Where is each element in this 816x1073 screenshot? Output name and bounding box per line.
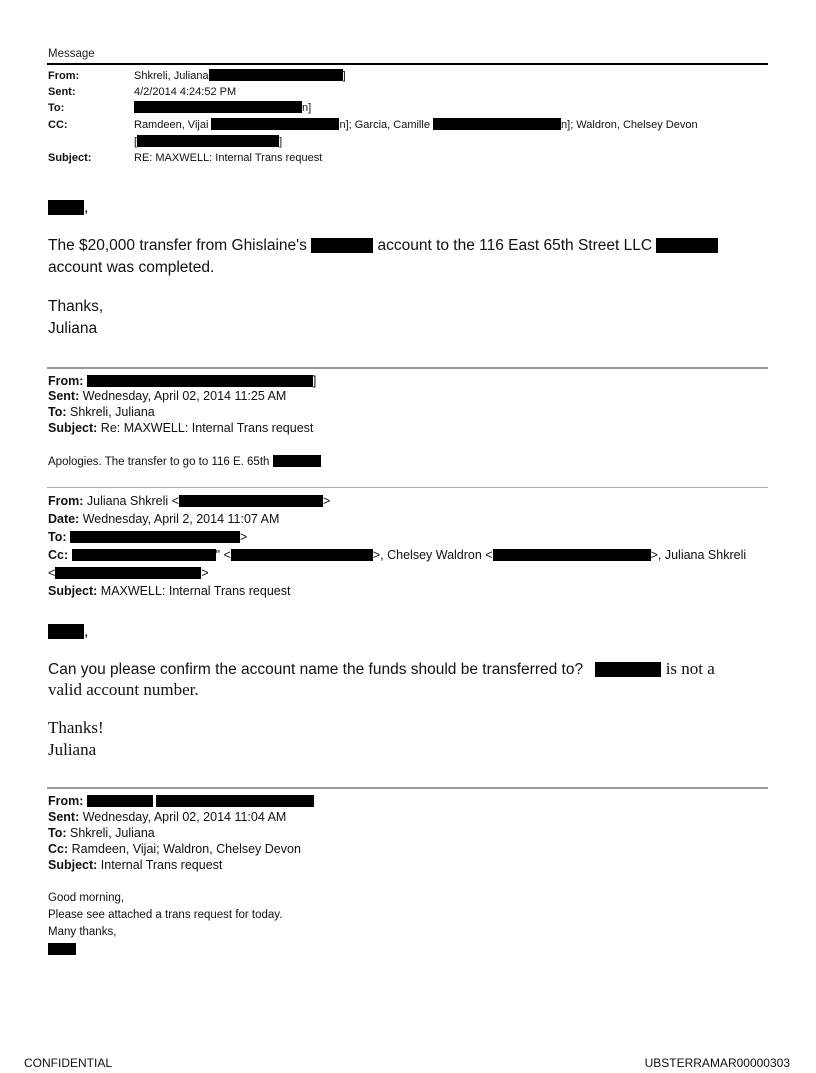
- quote2-cc-row-2: < >: [48, 566, 209, 580]
- subject-label: Subject:: [48, 152, 92, 164]
- redaction: [134, 101, 302, 113]
- reply-greeting: ,: [48, 198, 88, 218]
- reply-signature: Juliana: [48, 320, 98, 337]
- redaction: [231, 549, 373, 561]
- redaction: [48, 943, 76, 955]
- footer-bates-number: UBSTERRAMAR00000303: [644, 1056, 790, 1070]
- quote2-line-2: valid account number.: [48, 680, 199, 699]
- cc-value-3: n]; Waldron, Chelsey Devon: [561, 119, 698, 131]
- cc-value-1: Ramdeen, Vijai: [134, 119, 209, 131]
- from-value: Shkreli, Juliana: [134, 70, 209, 82]
- redaction: [209, 69, 343, 81]
- redaction: [137, 135, 279, 147]
- quote3-body-2: Please see attached a trans request for today.: [48, 909, 283, 921]
- quote1-sent-row: Sent: Wednesday, April 02, 2014 11:25 AM: [48, 389, 287, 403]
- subject-value: RE: MAXWELL: Internal Trans request: [134, 152, 323, 164]
- cc-label: CC:: [48, 119, 68, 131]
- quote3-body-1: Good morning,: [48, 892, 125, 904]
- quote1-subject-row: Subject: Re: MAXWELL: Internal Trans request: [48, 421, 314, 435]
- section-divider: [47, 487, 768, 488]
- reply-line-1: The $20,000 transfer from Ghislaine's account to the 116 East 65th Street LLC: [48, 236, 718, 256]
- redaction: [311, 238, 373, 253]
- quote3-signature: [48, 942, 76, 958]
- quote2-date-row: Date: Wednesday, April 2, 2014 11:07 AM: [48, 512, 280, 526]
- redaction: [493, 549, 651, 561]
- cc-value-2: n]; Garcia, Camille: [339, 119, 430, 131]
- redaction: [595, 662, 661, 677]
- redaction: [156, 795, 314, 807]
- sent-label: Sent:: [48, 86, 76, 98]
- quote3-from-row: From:: [48, 794, 314, 809]
- header-divider: [47, 63, 768, 65]
- to-tail: n]: [302, 102, 312, 114]
- quote3-body-3: Many thanks,: [48, 926, 117, 938]
- quote3-sent-row: Sent: Wednesday, April 02, 2014 11:04 AM: [48, 810, 287, 824]
- quote2-line-1: Can you please confirm the account name the funds should be transferred to? is not a: [48, 659, 715, 678]
- quote2-to-row: To: >: [48, 530, 248, 544]
- cc-line2-open: [: [134, 136, 138, 148]
- quote3-cc-row: Cc: Ramdeen, Vijai; Waldron, Chelsey Devon: [48, 842, 301, 856]
- message-label: Message: [48, 48, 95, 60]
- to-label: To:: [48, 102, 65, 114]
- quote2-greeting: ,: [48, 622, 88, 642]
- redaction: [273, 455, 321, 467]
- reply-thanks: Thanks,: [48, 298, 104, 315]
- quote2-thanks: Thanks!: [48, 718, 104, 737]
- quote3-to-row: To: Shkreli, Juliana: [48, 826, 155, 840]
- redaction: [87, 375, 313, 387]
- redaction: [72, 549, 216, 561]
- sent-value: 4/2/2014 4:24:52 PM: [134, 86, 237, 98]
- redaction: [55, 567, 201, 579]
- from-label: From:: [48, 70, 80, 82]
- redaction: [433, 118, 561, 130]
- redaction: [87, 795, 153, 807]
- footer-confidential: CONFIDENTIAL: [24, 1056, 113, 1070]
- quote1-from-row: From: ]: [48, 374, 317, 388]
- quote2-subject-row: Subject: MAXWELL: Internal Trans request: [48, 584, 291, 598]
- quote2-from-row: From: Juliana Shkreli < >: [48, 494, 331, 508]
- redaction: [656, 238, 718, 253]
- redaction: [211, 118, 339, 130]
- reply-line-2: account was completed.: [48, 259, 215, 276]
- redaction: [179, 495, 323, 507]
- cc-line2-close: ]: [279, 136, 283, 148]
- redaction: [70, 531, 240, 543]
- section-divider: [47, 367, 768, 369]
- quote2-signature: Juliana: [48, 740, 97, 759]
- quote1-body: Apologies. The transfer to go to 116 E. 65th: [48, 454, 321, 470]
- quote3-subject-row: Subject: Internal Trans request: [48, 858, 223, 872]
- quote1-to-row: To: Shkreli, Juliana: [48, 405, 155, 419]
- section-divider: [47, 787, 768, 789]
- quote2-cc-row: Cc: " < >, Chelsey Waldron < >, Juliana Shkreli: [48, 548, 747, 562]
- redaction: [48, 200, 84, 215]
- from-tail: ]: [342, 70, 346, 82]
- redaction: [48, 624, 84, 639]
